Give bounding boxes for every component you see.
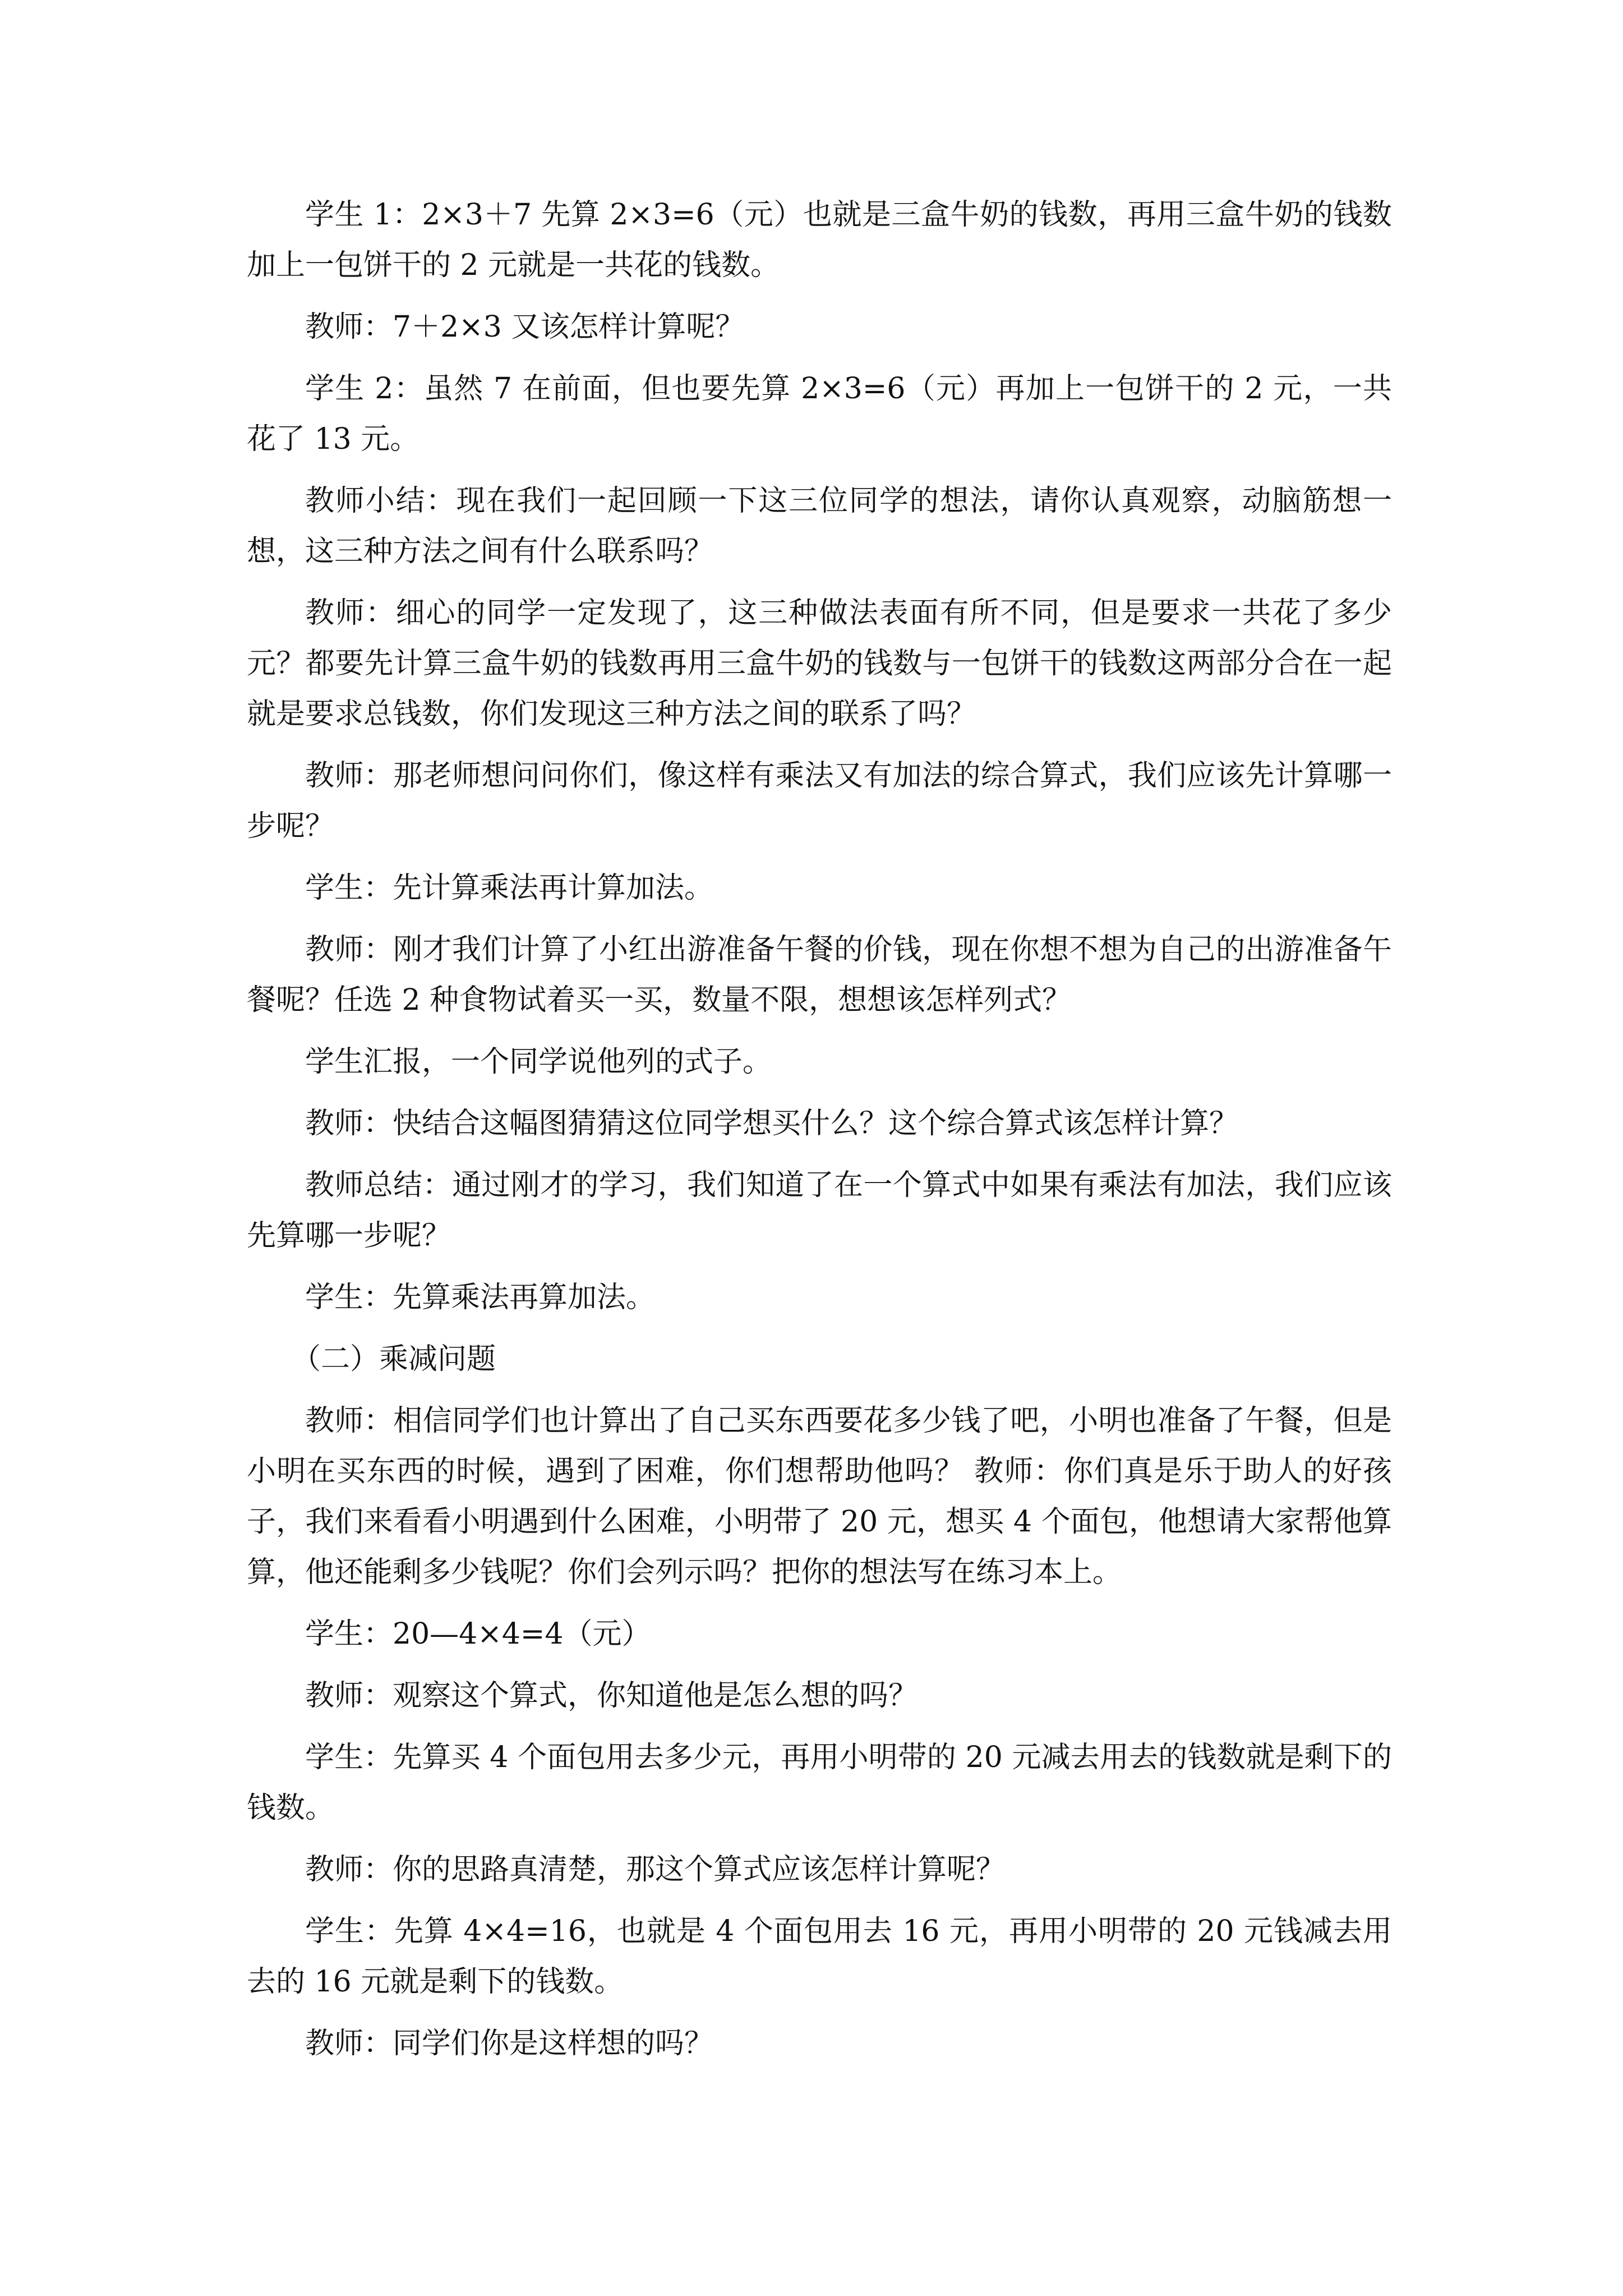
paragraph: 教师：相信同学们也计算出了自己买东西要花多少钱了吧，小明也准备了午餐，但是小明在买东西的时候，遇到了困难，你们想帮助他吗？ 教师：你们真是乐于助人的好孩子，我们来看看小明遇到什么困难，小明带了 20 元，想买 4 个面包，他想请大家帮他算算，他还能剩多少钱呢？你们会列示吗？把你的想法写在练习本上。	[247, 1404, 1392, 1589]
paragraph: 学生 2：虽然 7 在前面，但也要先算 2×3=6（元）再加上一包饼干的 2 元，一共花了 13 元。	[247, 372, 1392, 456]
paragraph: 学生：20—4×4=4（元）	[305, 1617, 651, 1651]
paragraph: 学生：先算乘法再算加法。	[305, 1281, 656, 1314]
paragraph: 教师：那老师想问问你们，像这样有乘法又有加法的综合算式，我们应该先计算哪一步呢？	[247, 759, 1392, 843]
paragraph: 学生：先计算乘法再计算加法。	[305, 871, 714, 905]
paragraph: 教师：7＋2×3 又该怎样计算呢？	[305, 310, 745, 344]
paragraph: 教师：你的思路真清楚，那这个算式应该怎样计算呢？	[305, 1853, 1006, 1887]
paragraph: 教师：细心的同学一定发现了，这三种做法表面有所不同，但是要求一共花了多少元？都要先计算三盒牛奶的钱数再用三盒牛奶的钱数与一包饼干的钱数这两部分合在一起就是要求总钱数，你们发现这三种方法之间的联系了吗？	[247, 596, 1392, 731]
section-heading: （二）乘减问题	[292, 1342, 496, 1376]
paragraph: 学生：先算 4×4=16，也就是 4 个面包用去 16 元，再用小明带的 20 元钱减去用去的 16 元就是剩下的钱数。	[247, 1915, 1392, 1999]
document-body	[247, 190, 1392, 2080]
paragraph: 教师：刚才我们计算了小红出游准备午餐的价钱，现在你想不想为自己的出游准备午餐呢？任选 2 种食物试着买一买，数量不限，想想该怎样列式？	[247, 933, 1392, 1017]
paragraph: 教师小结：现在我们一起回顾一下这三位同学的想法，请你认真观察，动脑筋想一想，这三种方法之间有什么联系吗？	[247, 484, 1392, 568]
paragraph: 教师：快结合这幅图猜猜这位同学想买什么？这个综合算式该怎样计算？	[305, 1107, 1239, 1140]
paragraph: 学生汇报，一个同学说他列的式子。	[305, 1045, 772, 1079]
paragraph: 教师总结：通过刚才的学习，我们知道了在一个算式中如果有乘法有加法，我们应该先算哪一步呢？	[247, 1168, 1392, 1253]
paragraph: 学生 1：2×3＋7 先算 2×3=6（元）也就是三盒牛奶的钱数，再用三盒牛奶的钱数加上一包饼干的 2 元就是一共花的钱数。	[247, 198, 1392, 282]
paragraph: 教师：同学们你是这样想的吗？	[305, 2027, 714, 2060]
paragraph: 学生：先算买 4 个面包用去多少元，再用小明带的 20 元减去用去的钱数就是剩下的钱数。	[247, 1741, 1392, 1825]
paragraph: 教师：观察这个算式，你知道他是怎么想的吗？	[305, 1679, 918, 1713]
